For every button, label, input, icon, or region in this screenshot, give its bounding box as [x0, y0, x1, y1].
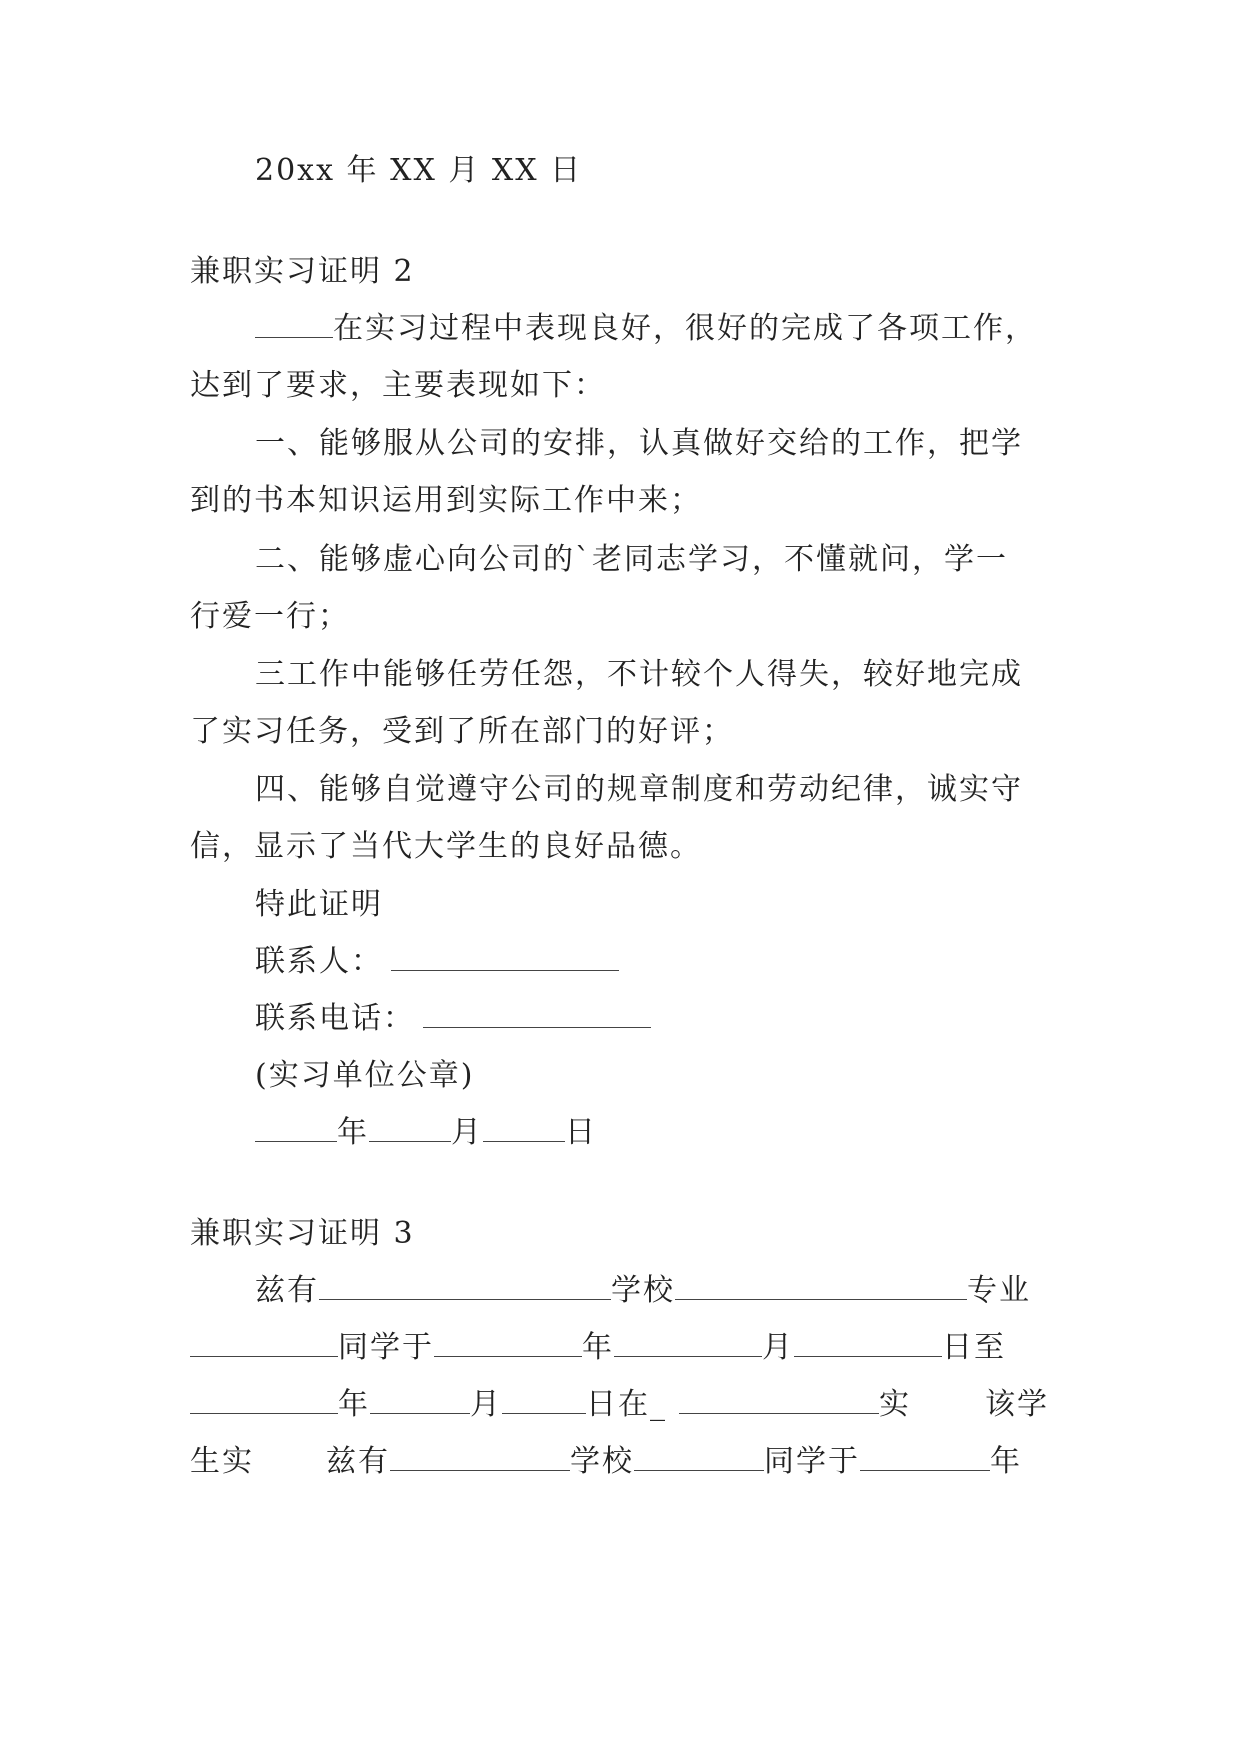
s3-blank — [319, 1275, 611, 1300]
s3-text: 该学 — [985, 1387, 1049, 1422]
section3-line-3 — [190, 1385, 1049, 1425]
s3-text: 月 — [762, 1330, 794, 1365]
s3-text: 年 — [990, 1444, 1022, 1479]
s3-blank — [390, 1446, 570, 1471]
s3-blank — [794, 1332, 942, 1357]
s3-blank — [370, 1389, 470, 1414]
certify-text: 特此证明 — [255, 887, 383, 922]
s3-text: 日在_ — [586, 1387, 667, 1422]
s3-text: 日至 — [942, 1330, 1006, 1365]
s3-blank — [675, 1275, 967, 1300]
s3-text: 年 — [338, 1387, 370, 1422]
item-3-line-2: 了实习任务，受到了所在部门的好评； — [190, 714, 734, 749]
phone-line — [255, 999, 651, 1039]
s3-blank — [614, 1332, 762, 1357]
item-2-line-2: 行爱一行； — [190, 599, 350, 634]
s3-text: 学校 — [570, 1444, 634, 1479]
item-2-line-1: 二、能够虚心向公司的`老同志学习，不懂就问，学一 — [255, 542, 1008, 577]
contact-label: 联系人： — [255, 944, 383, 979]
section3-line-2 — [190, 1328, 1006, 1368]
day-label: 日 — [565, 1115, 597, 1150]
month-label: 月 — [451, 1115, 483, 1150]
item-4-line-1: 四、能够自觉遵守公司的规章制度和劳动纪律，诚实守 — [255, 772, 1023, 807]
date-line: 20xx 年 XX 月 XX 日 — [255, 153, 583, 188]
item-3-line-1: 三工作中能够任劳任怨，不计较个人得失，较好地完成 — [255, 657, 1023, 692]
s3-blank — [634, 1446, 764, 1471]
year-blank — [255, 1117, 337, 1142]
s3-text: 同学于 — [338, 1330, 434, 1365]
phone-blank — [423, 1003, 651, 1028]
s3-text: 年 — [582, 1330, 614, 1365]
s3-text: 兹有 — [326, 1444, 390, 1479]
section3-title: 兼职实习证明 3 — [190, 1216, 415, 1251]
phone-label: 联系电话： — [255, 1001, 415, 1036]
name-blank — [255, 313, 333, 338]
s3-blank — [502, 1389, 586, 1414]
section3-line-4 — [190, 1442, 1022, 1482]
contact-line — [255, 942, 619, 982]
s3-text: 学校 — [611, 1273, 675, 1308]
item-4-line-2: 信，显示了当代大学生的良好品德。 — [190, 829, 702, 864]
s3-blank — [860, 1446, 990, 1471]
month-blank — [369, 1117, 451, 1142]
s3-text: 兹有 — [255, 1273, 319, 1308]
s3-text: 实 — [879, 1387, 911, 1422]
item-1-line-1: 一、能够服从公司的安排，认真做好交给的工作，把学 — [255, 426, 1023, 461]
section2-p1b: 达到了要求，主要表现如下： — [190, 368, 606, 403]
s3-blank — [679, 1389, 879, 1414]
s3-blank — [190, 1389, 338, 1414]
s3-text: 同学于 — [764, 1444, 860, 1479]
seal-text: (实习单位公章) — [255, 1058, 475, 1093]
item-1-line-2: 到的书本知识运用到实际工作中来； — [190, 483, 702, 518]
section3-line-1 — [255, 1271, 1031, 1311]
signature-date-line — [255, 1113, 597, 1153]
s3-blank — [434, 1332, 582, 1357]
s3-text: 专业 — [967, 1273, 1031, 1308]
s3-text: 月 — [470, 1387, 502, 1422]
section2-p1a: 在实习过程中表现良好，很好的完成了各项工作， — [333, 311, 1037, 346]
day-blank — [483, 1117, 565, 1142]
s3-blank — [190, 1332, 338, 1357]
contact-blank — [391, 946, 619, 971]
year-label: 年 — [337, 1115, 369, 1150]
s3-text: 生实 — [190, 1444, 254, 1479]
section2-title: 兼职实习证明 2 — [190, 254, 415, 289]
section2-paragraph-line — [255, 309, 1037, 349]
